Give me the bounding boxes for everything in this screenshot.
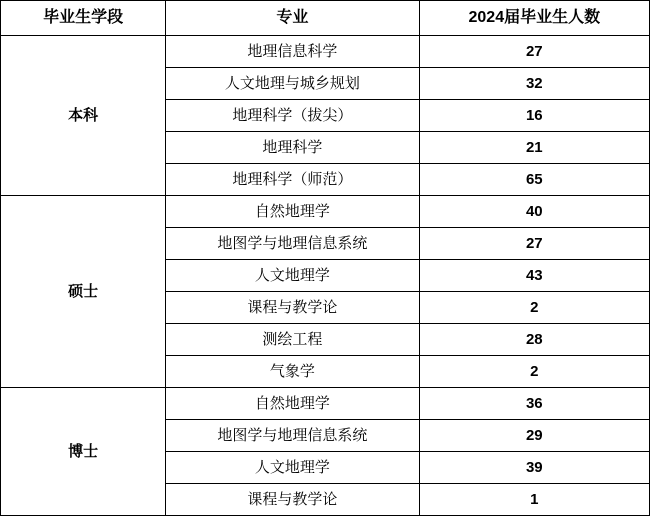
count-cell: 2 [419,356,649,388]
major-cell: 人文地理学 [166,260,419,292]
column-header-major: 专业 [166,1,419,36]
major-cell: 自然地理学 [166,388,419,420]
major-cell: 地理科学 [166,132,419,164]
major-cell: 课程与教学论 [166,484,419,516]
major-cell: 人文地理与城乡规划 [166,68,419,100]
count-cell: 65 [419,164,649,196]
count-cell: 28 [419,324,649,356]
table-row [1,196,650,228]
major-cell: 地理科学（拔尖） [166,100,419,132]
count-cell: 16 [419,100,649,132]
major-cell: 测绘工程 [166,324,419,356]
count-cell: 39 [419,452,649,484]
major-cell: 人文地理学 [166,452,419,484]
count-cell: 36 [419,388,649,420]
table-row [1,388,650,420]
stage-cell-undergraduate: 本科 [1,36,166,196]
count-cell: 21 [419,132,649,164]
count-cell: 27 [419,36,649,68]
count-cell: 32 [419,68,649,100]
stage-cell-doctor: 博士 [1,388,166,516]
table-body [1,36,650,516]
stage-cell-master: 硕士 [1,196,166,388]
count-cell: 29 [419,420,649,452]
count-cell: 40 [419,196,649,228]
table-header-row [1,1,650,36]
major-cell: 地图学与地理信息系统 [166,228,419,260]
table-row [1,36,650,68]
major-cell: 地理科学（师范） [166,164,419,196]
major-cell: 气象学 [166,356,419,388]
major-cell: 自然地理学 [166,196,419,228]
column-header-count: 2024届毕业生人数 [419,1,649,36]
count-cell: 1 [419,484,649,516]
count-cell: 27 [419,228,649,260]
count-cell: 2 [419,292,649,324]
major-cell: 地图学与地理信息系统 [166,420,419,452]
column-header-stage: 毕业生学段 [1,1,166,36]
major-cell: 地理信息科学 [166,36,419,68]
major-cell: 课程与教学论 [166,292,419,324]
table-header [1,1,650,36]
count-cell: 43 [419,260,649,292]
